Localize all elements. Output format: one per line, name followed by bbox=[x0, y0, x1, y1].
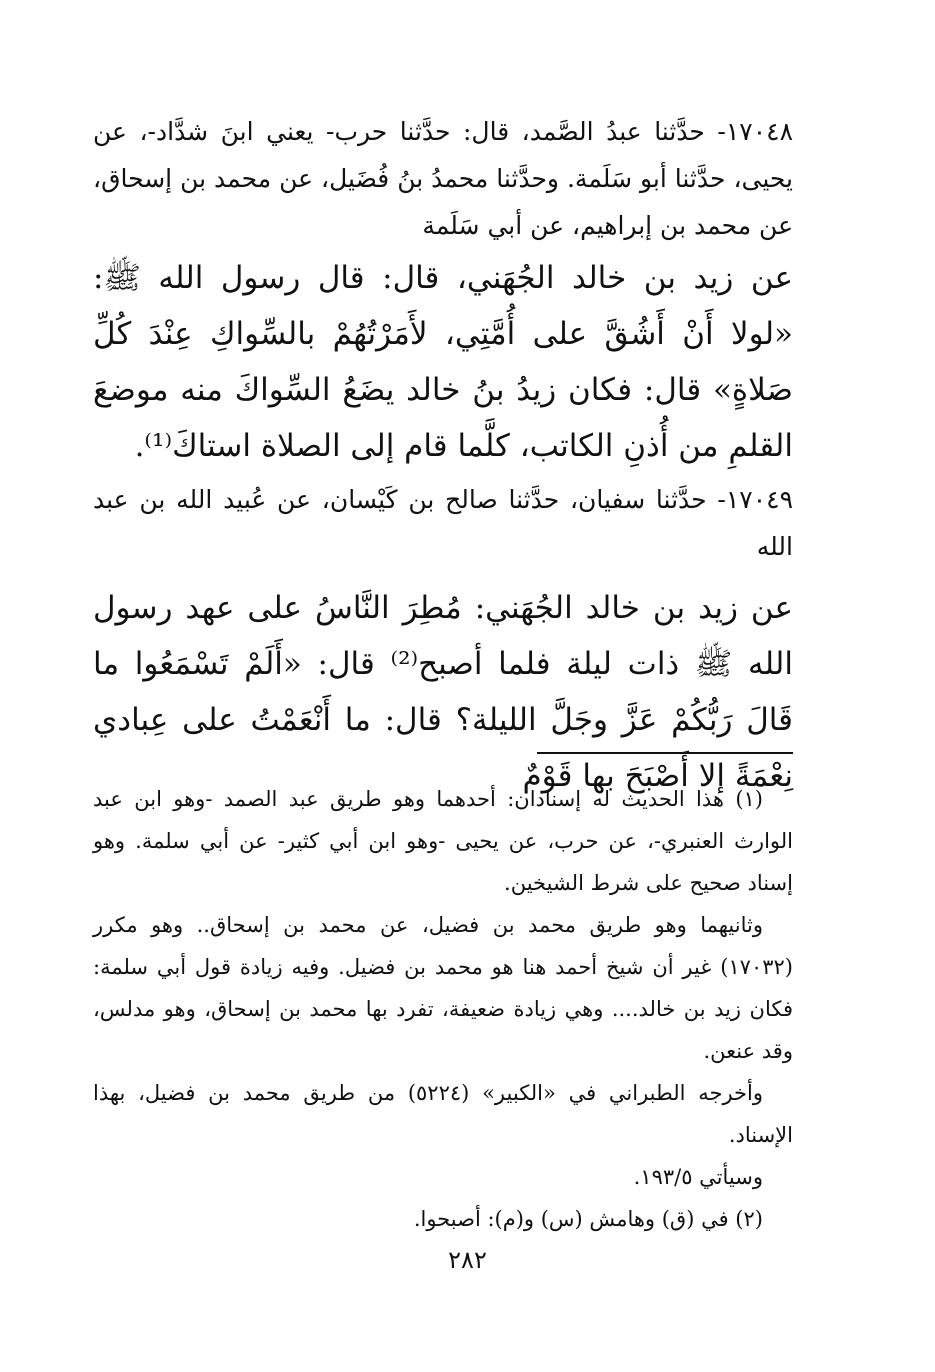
hadith-17048-isnad: ١٧٠٤٨- حدَّثنا عبدُ الصَّمد، قال: حدَّثنا حرب- يعني ابنَ شدَّاد-، عن يحيى، حدَّثنا أبو سَلَمة. وحدَّثنا محمدُ بنُ فُضَيل، عن محمد بن إسحاق، عن محمد بن إبراهيم، عن أبي سَلَمة bbox=[93, 117, 794, 240]
footnote-1: (١) هذا الحديث له إسنادان: أحدهما وهو طريق عبد الصمد -وهو ابن عبد الوارث العنبري-، عن حرب، عن يحيى -وهو ابن أبي كثير- عن أبي سلمة. وهو إسناد صحيح على شرط الشيخين. bbox=[93, 787, 793, 895]
hadith-17049-matn: عن زيد بن خالد الجُهَني: مُطِرَ النَّاسُ على عهد رسول الله ﷺ ذات ليلة فلما أصبح⁽²⁾ قال: «أَلَمْ تَسْمَعُوا ما قَالَ رَبُّكُمْ عَزَّ وجَلَّ الليلة؟ قال: ما أَنْعَمْتُ على عِبادي نِعْمَةً إلا أَصْبَحَ بها قَوْمٌ bbox=[93, 590, 793, 794]
footnotes bbox=[93, 778, 793, 1240]
footnote-separator bbox=[537, 752, 793, 754]
footnote-1-second-isnad: وثانيهما وهو طريق محمد بن فضيل، عن محمد بن إسحاق.. وهو مكرر (١٧٠٣٢) غير أن شيخ أحمد هنا هو محمد بن فضيل. وفيه زيادة قول أبي سلمة: فكان زيد بن خالد.... وهي زيادة ضعيفة، تفرد بها محمد بن إسحاق، وهو مدلس، وقد عنعن. bbox=[93, 913, 793, 1063]
footnote-2: (٢) في (ق) وهامش (س) و(م): أصبحوا. bbox=[413, 1207, 763, 1231]
footnote-1-tabarani: وأخرجه الطبراني في «الكبير» (٥٢٢٤) من طريق محمد بن فضيل، بهذا الإسناد. bbox=[93, 1081, 793, 1147]
hadith-17048-matn: عن زيد بن خالد الجُهَني، قال: قال رسول الله ﷺ: «لولا أَنْ أَشُقَّ على أُمَّتِي، لأَمَرْتُهُمْ بالسِّواكِ عِنْدَ كُلِّ صَلاةٍ» قال: فكان زيدُ بنُ خالد يضَعُ السِّواكَ منه موضعَ القلمِ من أُذنِ الكاتب، كلَّما قام إلى الصلاة استاكَ⁽¹⁾. bbox=[93, 260, 793, 464]
page-number: ٢٨٢ bbox=[448, 1246, 487, 1274]
hadith-17049-isnad: ١٧٠٤٩- حدَّثنا سفيان، حدَّثنا صالح بن كَيْسان، عن عُبيد الله بن عبد الله bbox=[93, 485, 793, 561]
footnote-1-cross-reference: وسيأتي ١٩٣/٥. bbox=[633, 1165, 763, 1189]
